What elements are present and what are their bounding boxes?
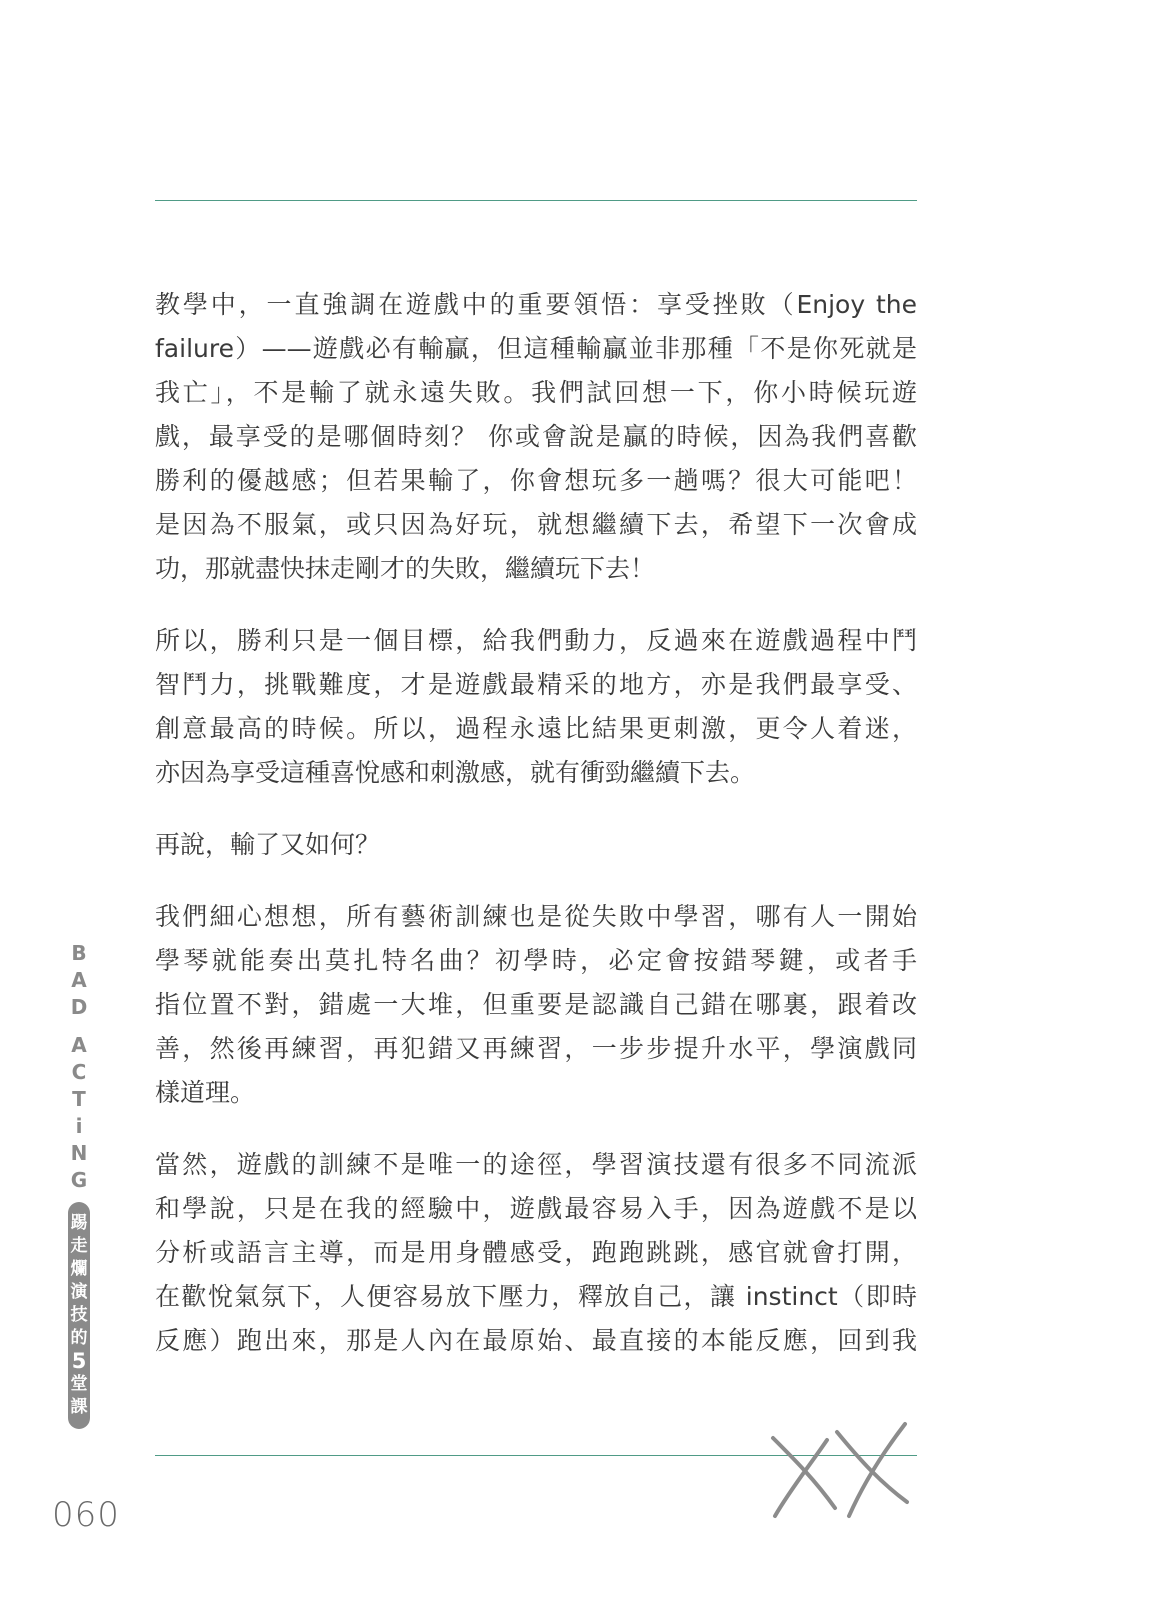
text-line: 勝利的優越感；但若果輸了，你會想玩多一趟嗎？很大可能吧！ [155,466,917,495]
text-line: 當然，遊戲的訓練不是唯一的途徑，學習演技還有很多不同流派 [155,1150,917,1179]
spine-letter: C [71,1060,87,1084]
text-line: 指位置不對，錯處一大堆，但重要是認識自己錯在哪裏，跟着改 [155,990,917,1019]
spine-char: 技 [70,1305,88,1325]
spine-letter: A [71,968,87,992]
paragraph-2 [155,619,917,795]
spine-gap [66,1021,92,1032]
spine-letter: D [70,995,88,1019]
text-line: 教學中，一直強調在遊戲中的重要領悟：享受挫敗（Enjoy the [155,290,917,319]
paragraph-5 [155,1143,917,1363]
spine-letter: N [70,1141,88,1165]
spine-char: 走 [70,1236,88,1256]
text-line: 學琴就能奏出莫扎特名曲？初學時，必定會按錯琴鍵，或者手 [155,946,917,975]
spine-english-title [66,940,92,1194]
text-line: 亦因為享受這種喜悅感和刺激感，就有衝勁繼續下去。 [155,758,756,787]
text-line: 和學說，只是在我的經驗中，遊戲最容易入手，因為遊戲不是以 [155,1194,917,1223]
cross-marks-icon [765,1420,915,1520]
text-line: 智鬥力，挑戰難度，才是遊戲最精采的地方，亦是我們最享受、 [155,670,917,699]
book-title-spine [66,940,92,1429]
spine-letter: i [75,1114,83,1138]
text-line: 反應）跑出來，那是人內在最原始、最直接的本能反應，回到我 [155,1326,917,1355]
text-line: 我們細心想想，所有藝術訓練也是從失敗中學習，哪有人一開始 [155,902,917,931]
text-line: 樣道理。 [155,1078,256,1107]
text-line: 功，那就盡快抹走剛才的失敗，繼續玩下去！ [155,554,656,583]
page-number: 060 [52,1495,120,1535]
spine-char: 堂 [70,1374,88,1394]
spine-letter: B [71,941,87,965]
text-line: 在歡悅氣氛下，人便容易放下壓力，釋放自己，讓 instinct（即時 [155,1282,917,1311]
spine-letter: A [71,1033,87,1057]
text-line: 分析或語言主導，而是用身體感受，跑跑跳跳，感官就會打開， [155,1238,917,1267]
text-line: 再說，輸了又如何？ [155,830,381,859]
spine-char: 的 [70,1328,88,1348]
text-line: 創意最高的時候。所以，過程永遠比結果更刺激，更令人着迷， [155,714,917,743]
spine-letter: G [70,1168,88,1192]
spine-chinese-title [68,1202,90,1429]
text-line: 戲，最享受的是哪個時刻？ 你或會說是贏的時候，因為我們喜歡 [155,422,917,451]
text-line: 我亡」，不是輸了就永遠失敗。我們試回想一下，你小時候玩遊 [155,378,917,407]
paragraph-1 [155,283,917,591]
text-line: failure）——遊戲必有輸贏，但這種輸贏並非那種「不是你死就是 [155,334,917,363]
paragraph-4 [155,895,917,1115]
paragraph-3 [155,823,917,867]
spine-letter: T [72,1087,86,1111]
text-line: 是因為不服氣，或只因為好玩，就想繼續下去，希望下一次會成 [155,510,917,539]
spine-char: 5 [71,1349,87,1373]
spine-char: 演 [70,1282,88,1302]
spine-char: 爛 [70,1259,88,1279]
spine-char: 課 [70,1397,88,1417]
text-line: 所以，勝利只是一個目標，給我們動力，反過來在遊戲過程中鬥 [155,626,917,655]
body-text [155,283,917,1391]
spine-char: 踢 [70,1213,88,1233]
top-rule [155,200,917,201]
text-line: 善，然後再練習，再犯錯又再練習，一步步提升水平，學演戲同 [155,1034,917,1063]
